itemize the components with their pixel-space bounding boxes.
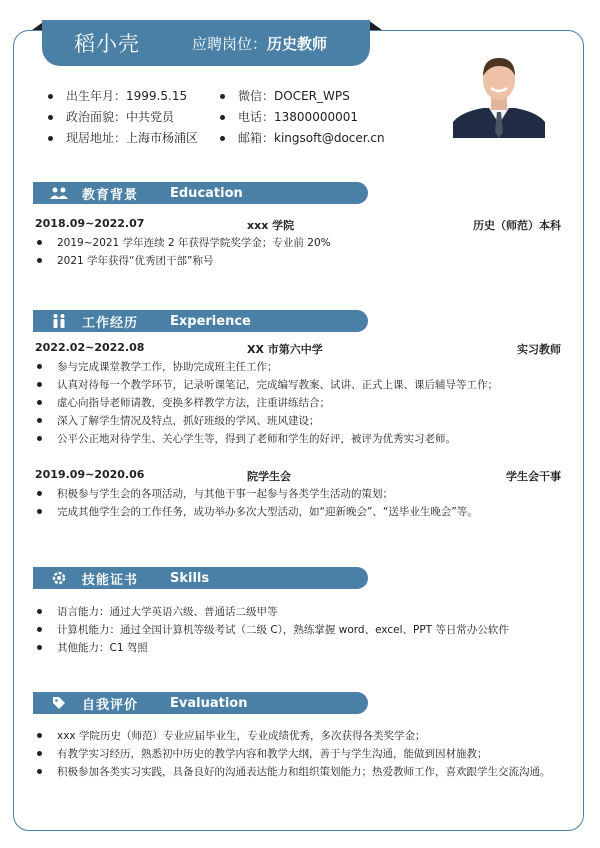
info-row: 邮箱： kingsoft@docer.cn	[220, 128, 385, 149]
list-item: 公平公正地对待学生、关心学生等，得到了老师和学生的好评，被评为优秀实习老师。	[35, 429, 565, 447]
list-item: xxx 学院历史（师范）专业应届毕业生，专业成绩优秀，多次获得各类奖学金；	[35, 726, 565, 744]
section-header-experience: 工作经历 Experience	[33, 310, 368, 332]
info-row: 电话： 13800000001	[220, 107, 385, 128]
work-items-1	[35, 357, 565, 447]
list-item: 有教学实习经历，熟悉初中历史的教学内容和教学大纲，善于与学生沟通，能做到因材施教；	[35, 744, 565, 762]
list-item: 积极参与学生会的各项活动，与其他干事一起参与各类学生活动的策划；	[35, 484, 565, 502]
tag-icon	[50, 695, 68, 711]
list-item: 虚心向指导老师请教，变换多样教学方法，注重讲练结合；	[35, 393, 565, 411]
section-header-education: 教育背景 Education	[33, 182, 368, 204]
list-item: 2021 学年获得“优秀团干部”称号	[35, 251, 565, 269]
list-item: 积极参加各类实习实践，具备良好的沟通表达能力和组织策划能力；热爱教师工作，喜欢跟学生交流沟通。	[35, 762, 565, 780]
work-entry-head: 2022.02~2022.08 XX 市第六中学 实习教师	[35, 341, 561, 356]
skills-items	[35, 602, 565, 656]
info-row: 微信： DOCER_WPS	[220, 86, 385, 107]
bullet-icon	[220, 115, 225, 120]
position-label: 应聘岗位：	[192, 34, 268, 53]
education-items	[35, 233, 565, 269]
candidate-name: 稻小壳	[74, 32, 140, 56]
bullet-icon	[48, 94, 53, 99]
position-value: 历史教师	[267, 34, 328, 53]
list-item: 其他能力：C1 驾照	[35, 638, 565, 656]
profile-photo	[453, 52, 545, 138]
section-header-evaluation: 自我评价 Evaluation	[33, 692, 368, 714]
section-header-skills: 技能证书 Skills	[33, 567, 368, 589]
list-item: 参与完成课堂教学工作，协助完成班主任工作；	[35, 357, 565, 375]
info-row: 政治面貌： 中共党员	[48, 107, 198, 128]
work-items-2	[35, 484, 565, 520]
bullet-icon	[220, 94, 225, 99]
gear-icon	[50, 570, 68, 586]
bullet-icon	[48, 136, 53, 141]
tab-fold-right	[368, 20, 382, 30]
graduates-icon	[50, 185, 68, 201]
list-item: 计算机能力：通过全国计算机等级考试（二级 C），熟练掌握 word、excel、PPT 等日常办公软件	[35, 620, 565, 638]
info-row: 出生年月： 1999.5.15	[48, 86, 198, 107]
list-item: 语言能力：通过大学英语六级、普通话二级甲等	[35, 602, 565, 620]
people-icon	[50, 313, 68, 329]
personal-info-left	[48, 86, 198, 149]
personal-info-right	[220, 86, 385, 149]
name-header	[42, 20, 370, 66]
work-entry-head: 2019.09~2020.06 院学生会 学生会干事	[35, 468, 561, 483]
list-item: 2019~2021 学年连续 2 年获得学院奖学金；专业前 20%	[35, 233, 565, 251]
bullet-icon	[220, 136, 225, 141]
bullet-icon	[48, 115, 53, 120]
info-row: 现居地址： 上海市杨浦区	[48, 128, 198, 149]
list-item: 完成其他学生会的工作任务，成功举办多次大型活动，如“迎新晚会”、“送毕业生晚会”等。	[35, 502, 565, 520]
list-item: 深入了解学生情况及特点，抓好班级的学风、班风建设；	[35, 411, 565, 429]
evaluation-items	[35, 726, 565, 780]
list-item: 认真对待每一个教学环节，记录听课笔记，完成编写教案、试讲、正式上课、课后辅导等工作；	[35, 375, 565, 393]
education-entry-head: 2018.09~2022.07 xxx 学院 历史（师范）本科	[35, 217, 561, 232]
